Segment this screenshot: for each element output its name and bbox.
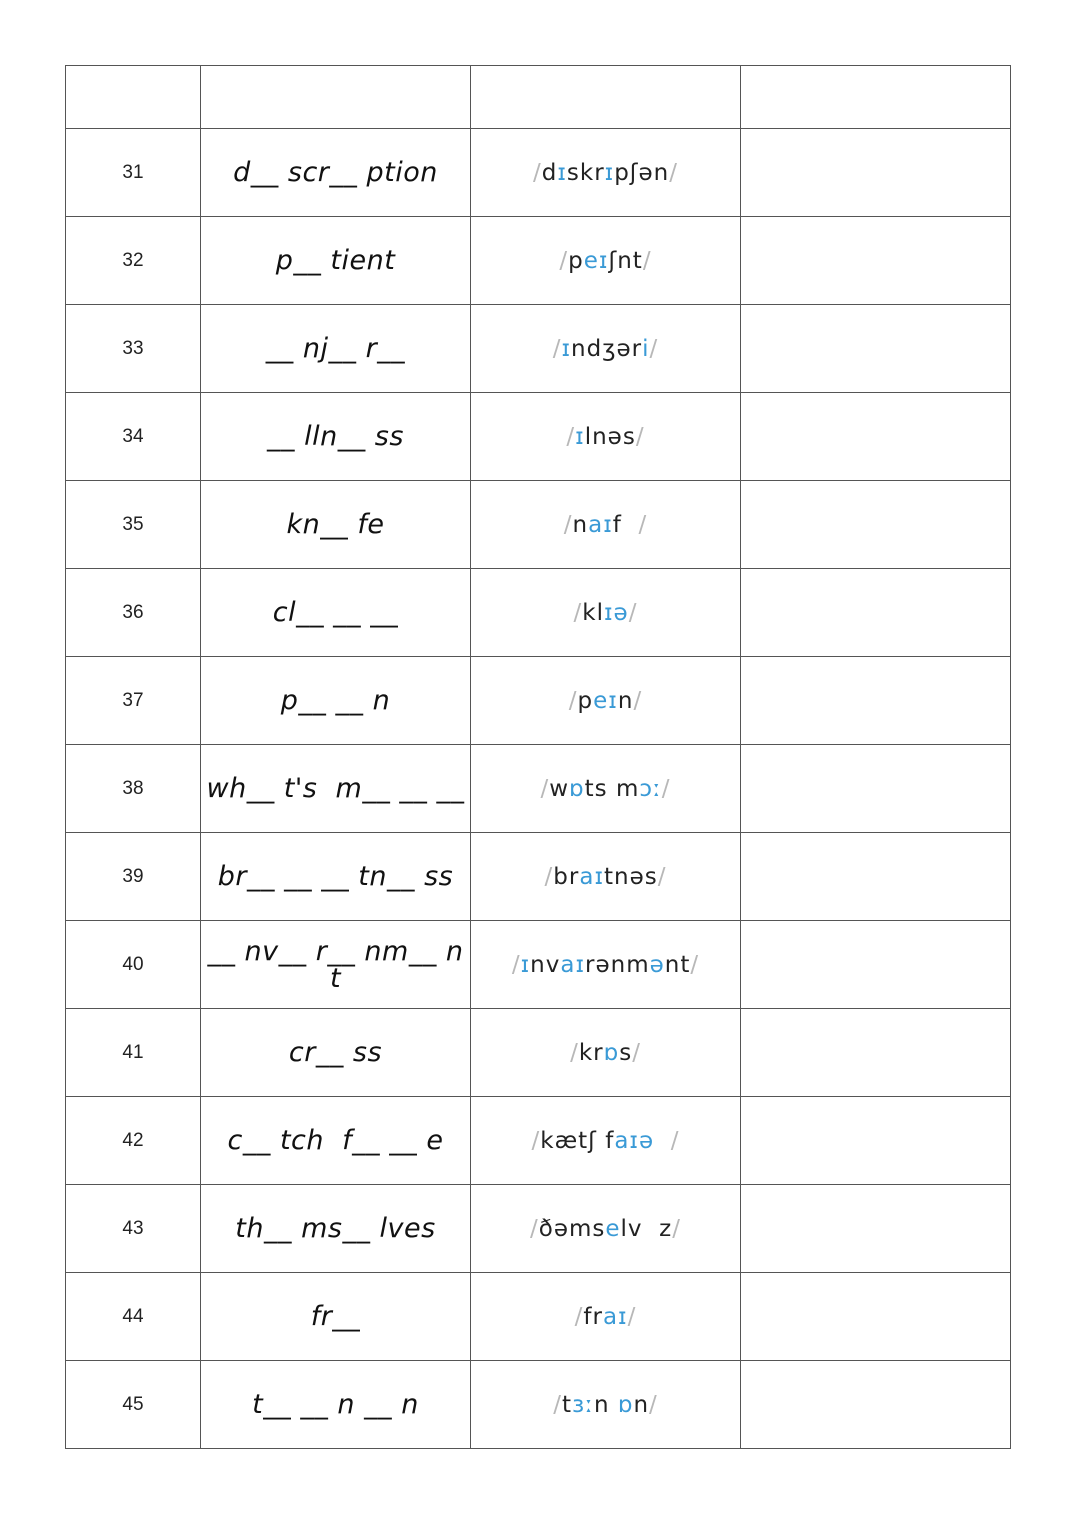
phonetic-vowel: aɪ <box>588 511 613 538</box>
row-number: 33 <box>66 305 201 393</box>
phonetic-segment: ndʒər <box>571 335 643 362</box>
phonetic-segment: tnəs <box>603 863 658 890</box>
slash-mark: / <box>657 863 667 890</box>
table-row <box>66 921 1011 1009</box>
phonetic-transcription <box>471 217 741 305</box>
slash-mark: / <box>511 951 521 978</box>
word-text: fr__ <box>310 1301 361 1332</box>
word-text: t__ __ n __ n <box>252 1389 419 1420</box>
row-number: 45 <box>66 1361 201 1449</box>
answer-cell[interactable] <box>741 1273 1011 1361</box>
word-text: cl__ __ __ <box>272 597 399 628</box>
phonetic-segment: pʃən <box>614 159 670 186</box>
word-text: kn__ fe <box>286 509 385 540</box>
table-row <box>66 1009 1011 1097</box>
word-with-blanks <box>201 481 471 569</box>
answer-cell[interactable] <box>741 1361 1011 1449</box>
phonetic-vowel: eɪ <box>583 247 609 274</box>
row-number: 39 <box>66 833 201 921</box>
row-number: 36 <box>66 569 201 657</box>
answer-cell[interactable] <box>741 1185 1011 1273</box>
phonetic-vowel: e <box>605 1215 621 1242</box>
phonetic-segment <box>654 1128 671 1154</box>
slash-mark: / <box>670 1127 680 1154</box>
table-row <box>66 833 1011 921</box>
phonetic-transcription <box>471 833 741 921</box>
phonetic-segment: kl <box>582 599 604 626</box>
header-cell-phonetic <box>471 66 741 129</box>
slash-mark: / <box>661 775 671 802</box>
word-with-blanks <box>201 745 471 833</box>
slash-mark: / <box>530 1215 539 1242</box>
slash-mark: / <box>672 1215 681 1242</box>
phonetic-segment: nv <box>530 951 561 978</box>
phonetic-vowel: ɪ <box>604 159 615 186</box>
phonetic-segment: kr <box>578 1039 604 1066</box>
answer-cell[interactable] <box>741 569 1011 657</box>
slash-mark: / <box>649 1391 658 1418</box>
row-number: 40 <box>66 921 201 1009</box>
phonetic-vowel: ɪ <box>575 423 585 450</box>
phonetic-transcription <box>471 129 741 217</box>
word-text: wh__ t's m__ __ __ <box>206 773 465 804</box>
phonetic-transcription <box>471 1273 741 1361</box>
slash-mark: / <box>570 1039 579 1066</box>
header-cell-number <box>66 66 201 129</box>
answer-cell[interactable] <box>741 481 1011 569</box>
phonetic-vowel: ɒ <box>617 1391 634 1418</box>
answer-cell[interactable] <box>741 305 1011 393</box>
phonetic-segment: lv z <box>620 1215 673 1242</box>
slash-mark: / <box>574 1303 584 1330</box>
table-row <box>66 1273 1011 1361</box>
answer-cell[interactable] <box>741 833 1011 921</box>
slash-mark: / <box>690 951 700 978</box>
table-row <box>66 1097 1011 1185</box>
header-cell-word <box>201 66 471 129</box>
phonetic-transcription <box>471 1097 741 1185</box>
row-number: 43 <box>66 1185 201 1273</box>
phonetic-transcription <box>471 393 741 481</box>
row-number: 32 <box>66 217 201 305</box>
slash-mark: / <box>544 863 554 890</box>
answer-cell[interactable] <box>741 217 1011 305</box>
slash-mark: / <box>573 599 583 626</box>
word-with-blanks <box>201 1185 471 1273</box>
phonetic-segment: f <box>612 511 639 538</box>
table-row <box>66 481 1011 569</box>
table-row <box>66 1361 1011 1449</box>
phonetic-segment: n <box>617 687 634 714</box>
word-text: p__ tient <box>275 245 396 276</box>
word-with-blanks <box>201 1361 471 1449</box>
slash-mark: / <box>669 159 679 186</box>
phonetic-segment: ʃnt <box>608 247 643 274</box>
slash-mark: / <box>635 423 645 450</box>
word-with-blanks <box>201 129 471 217</box>
phonetic-segment: p <box>577 687 594 714</box>
row-number: 37 <box>66 657 201 745</box>
phonetic-segment: nt <box>664 951 691 978</box>
word-with-blanks <box>201 1009 471 1097</box>
phonetic-vowel: ɜː <box>571 1391 594 1418</box>
phonetic-transcription <box>471 1185 741 1273</box>
header-cell-answer <box>741 66 1011 129</box>
phonetic-transcription <box>471 657 741 745</box>
phonetic-segment: n <box>633 1391 650 1418</box>
word-with-blanks <box>201 393 471 481</box>
slash-mark: / <box>531 1127 541 1154</box>
phonetic-vowel: ɒ <box>569 775 585 802</box>
phonetic-vowel: ɪə <box>604 599 629 626</box>
word-text: br__ __ __ tn__ ss <box>217 861 454 892</box>
phonetic-segment: n <box>572 511 589 538</box>
dictation-table <box>65 65 1011 1449</box>
phonetic-vowel: ɪ <box>557 159 567 186</box>
word-with-blanks <box>201 217 471 305</box>
header-row <box>66 66 1011 129</box>
word-text: c__ tch f__ __ e <box>227 1125 444 1156</box>
phonetic-transcription <box>471 745 741 833</box>
table-row <box>66 305 1011 393</box>
slash-mark: / <box>642 247 652 274</box>
slash-mark: / <box>540 775 550 802</box>
answer-cell[interactable] <box>741 1097 1011 1185</box>
slash-mark: / <box>532 159 542 186</box>
word-text: cr__ ss <box>288 1037 383 1068</box>
slash-mark: / <box>632 1039 641 1066</box>
word-text-continuation: t <box>329 962 342 994</box>
slash-mark: / <box>563 511 573 538</box>
phonetic-segment: w <box>549 775 570 802</box>
answer-cell[interactable] <box>741 1009 1011 1097</box>
table-row <box>66 129 1011 217</box>
row-number: 42 <box>66 1097 201 1185</box>
table-row <box>66 393 1011 481</box>
answer-cell[interactable] <box>741 657 1011 745</box>
phonetic-vowel: aɪ <box>602 1303 628 1330</box>
answer-cell[interactable] <box>741 921 1011 1009</box>
table-row <box>66 217 1011 305</box>
slash-mark: / <box>638 511 648 538</box>
phonetic-transcription <box>471 481 741 569</box>
word-text: th__ ms__ lves <box>235 1213 436 1244</box>
word-with-blanks <box>201 921 471 1009</box>
phonetic-transcription <box>471 305 741 393</box>
phonetic-transcription <box>471 921 741 1009</box>
phonetic-vowel: aɪə <box>614 1127 655 1154</box>
row-number: 34 <box>66 393 201 481</box>
phonetic-transcription <box>471 1009 741 1097</box>
word-with-blanks <box>201 1097 471 1185</box>
phonetic-segment: skr <box>566 159 605 186</box>
phonetic-vowel: ɒ <box>603 1039 620 1066</box>
word-text: p__ __ n <box>280 685 391 716</box>
phonetic-vowel: eɪ <box>593 687 618 714</box>
phonetic-vowel: aɪ <box>560 951 586 978</box>
row-number: 35 <box>66 481 201 569</box>
row-number: 44 <box>66 1273 201 1361</box>
word-with-blanks <box>201 569 471 657</box>
slash-mark: / <box>568 687 578 714</box>
table-row <box>66 657 1011 745</box>
answer-cell[interactable] <box>741 393 1011 481</box>
slash-mark: / <box>552 335 562 362</box>
table-row <box>66 745 1011 833</box>
row-number: 41 <box>66 1009 201 1097</box>
phonetic-transcription <box>471 569 741 657</box>
phonetic-segment: rənm <box>585 951 650 978</box>
phonetic-segment: n <box>593 1391 618 1418</box>
word-with-blanks <box>201 1273 471 1361</box>
word-with-blanks <box>201 833 471 921</box>
slash-mark: / <box>559 247 569 274</box>
word-text: __ lln__ ss <box>267 421 404 452</box>
phonetic-vowel: i <box>642 335 650 362</box>
answer-cell[interactable] <box>741 129 1011 217</box>
phonetic-segment: d <box>541 159 558 186</box>
phonetic-segment: lnəs <box>584 423 636 450</box>
phonetic-segment: ts m <box>584 775 640 802</box>
phonetic-vowel: aɪ <box>579 863 604 890</box>
phonetic-segment: fr <box>583 1303 603 1330</box>
slash-mark: / <box>553 1391 562 1418</box>
phonetic-segment: ðəms <box>538 1215 606 1242</box>
slash-mark: / <box>633 687 643 714</box>
slash-mark: / <box>628 599 638 626</box>
table-row <box>66 569 1011 657</box>
slash-mark: / <box>649 335 659 362</box>
phonetic-vowel: ɪ <box>520 951 531 978</box>
word-text: __ nv__ r__ nm__ n <box>207 935 464 967</box>
phonetic-segment: s <box>619 1039 633 1066</box>
phonetic-segment: br <box>553 863 580 890</box>
word-with-blanks <box>201 657 471 745</box>
answer-cell[interactable] <box>741 745 1011 833</box>
slash-mark: / <box>566 423 576 450</box>
phonetic-segment: kætʃ f <box>540 1127 615 1154</box>
phonetic-vowel: ə <box>649 951 665 978</box>
row-number: 38 <box>66 745 201 833</box>
phonetic-transcription <box>471 1361 741 1449</box>
phonetic-segment: p <box>568 247 584 274</box>
table-row <box>66 1185 1011 1273</box>
word-with-blanks <box>201 305 471 393</box>
phonetic-segment: t <box>561 1391 572 1418</box>
word-text: d__ scr__ ption <box>233 157 438 188</box>
slash-mark: / <box>627 1303 637 1330</box>
word-text: __ nj__ r__ <box>265 333 406 364</box>
row-number: 31 <box>66 129 201 217</box>
phonetic-vowel: ɔː <box>639 775 662 802</box>
phonetic-vowel: ɪ <box>561 335 572 362</box>
